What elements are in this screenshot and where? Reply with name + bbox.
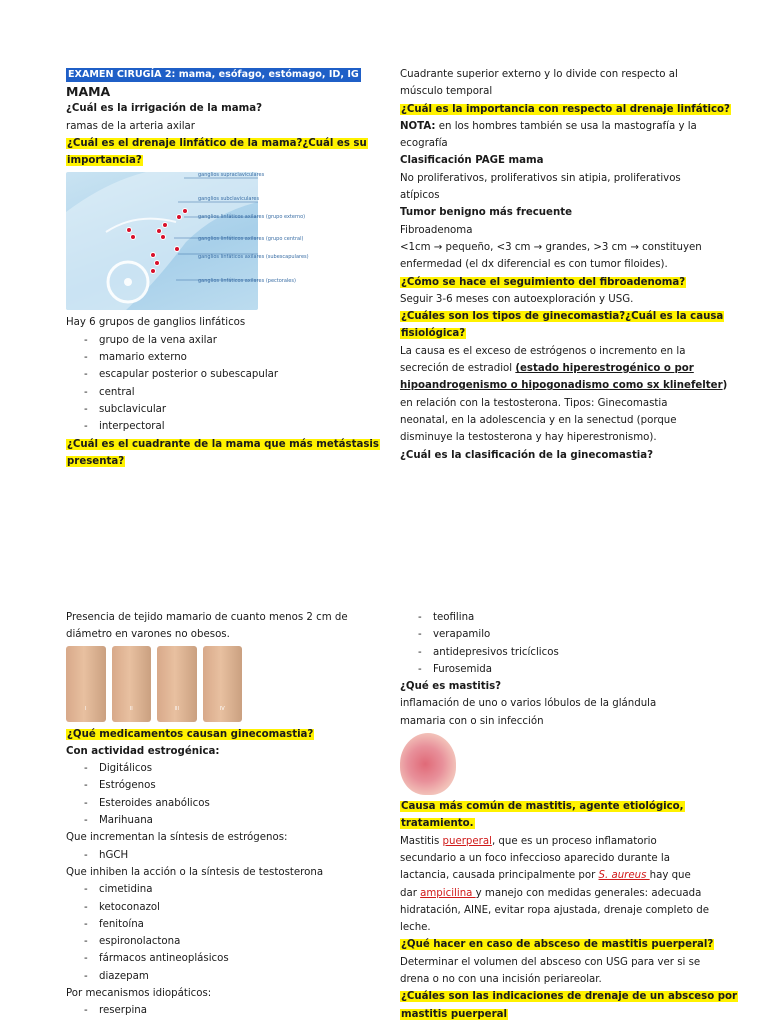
text-line: secreción de estradiol (estado hiperestrogénico o por — [400, 363, 694, 375]
list-item: - ketoconazol — [66, 899, 366, 916]
list-item: - central — [66, 384, 366, 401]
list-item: - hGCH — [66, 847, 366, 864]
question-causa: Causa más común de mastitis, agente etiológico, — [401, 801, 684, 813]
heading-estrogenica: Con actividad estrogénica: — [66, 745, 220, 757]
question-clasificacion: ¿Cuál es la clasificación de la ginecomastia? — [400, 449, 654, 461]
text-line: Cuadrante superior externo y lo divide con respecto al — [400, 69, 678, 80]
list-item: - Digitálicos — [66, 760, 366, 777]
question-irrigacion: ¿Cuál es la irrigación de la mama? — [66, 103, 263, 115]
label-pectorales: ganglios linfáticos axilares (pectorales) — [198, 278, 296, 285]
text-line: lactancia, causada principalmente por S. aureus hay que — [400, 870, 691, 882]
text-line: leche. — [400, 922, 431, 934]
label-subclavicular: ganglios subclaviculares — [198, 196, 260, 203]
question-causa-cont: tratamiento. — [401, 818, 474, 830]
text-line: Fibroadenoma — [400, 224, 473, 236]
text-line: inflamación de uno o varios lóbulos de la glándula — [400, 698, 657, 710]
grade-image: III — [157, 646, 197, 722]
question-drenaje: ¿Cuál es el drenaje linfático de la mama?¿Cuál es su — [67, 137, 367, 149]
lymph-node-figure — [66, 172, 366, 314]
text-line: neonatal, en la adolescencia y en la senectud (porque — [400, 414, 677, 426]
text-line: mamaria con o sin infección — [400, 715, 544, 727]
label-axilar-central: ganglios linfáticos axilares (grupo central) — [198, 236, 304, 243]
question-drenaje-cont: importancia? — [67, 155, 142, 167]
question-importancia: ¿Cuál es la importancia con respecto al drenaje linfático? — [401, 103, 730, 115]
answer-irrigacion: ramas de la arteria axilar — [66, 120, 195, 132]
grade-image: II — [112, 646, 152, 722]
text-line: secundario a un foco infeccioso aparecido durante la — [400, 852, 670, 864]
text-line: Seguir 3-6 meses con autoexploración y USG. — [400, 293, 634, 305]
label-subescapulares: ganglios linfáticos axilares (subescapulares) — [198, 254, 309, 261]
text-line: hidratación, AINE, evitar ropa ajustada, drenaje completo de — [400, 904, 709, 916]
bottom-left-column — [66, 609, 366, 1020]
mastitis-photo — [400, 730, 710, 798]
heading-sintesis: Que incrementan la síntesis de estrógenos: — [66, 832, 288, 844]
question-medicamentos: ¿Qué medicamentos causan ginecomastia? — [67, 728, 314, 740]
text-line: No proliferativos, proliferativos sin atipia, proliferativos — [400, 172, 681, 184]
list-item: - cimetidina — [66, 881, 366, 898]
list-item: - espironolactona — [66, 933, 366, 950]
heading-idiopaticos: Por mecanismos idiopáticos: — [66, 988, 212, 1000]
text-line: enfermedad (el dx diferencial es con tumor filoides). — [400, 259, 668, 271]
grade-image: I — [66, 646, 106, 722]
heading-inhiben: Que inhiben la acción o la síntesis de testosterona — [66, 866, 324, 878]
list-item: - Marihuana — [66, 812, 366, 829]
text-line: La causa es el exceso de estrógenos o incremento en la — [400, 345, 686, 357]
text-line: diámetro en varones no obesos. — [66, 629, 230, 641]
heading-tumor: Tumor benigno más frecuente — [400, 207, 573, 219]
section-heading: MAMA — [66, 84, 111, 100]
text-line: atípicos — [400, 190, 440, 202]
list-item: - verapamilo — [400, 626, 710, 643]
question-ginecomastia: ¿Cuáles son los tipos de ginecomastia?¿Cuál es la causa — [401, 311, 724, 323]
list-item: - Furosemida — [400, 661, 710, 678]
list-item: - fenitoína — [66, 916, 366, 933]
question-cuadrante-cont: presenta? — [67, 455, 125, 467]
text-line: dar ampicilina y manejo con medidas generales: adecuada — [400, 887, 702, 899]
grade-image: IV — [203, 646, 243, 722]
question-mastitis: ¿Qué es mastitis? — [400, 681, 502, 693]
label-axilar-externo: ganglios linfáticos axilares (grupo externo) — [198, 214, 306, 221]
question-cuadrante: ¿Cuál es el cuadrante de la mama que más metástasis — [67, 438, 379, 450]
list-item: - diazepam — [66, 968, 366, 985]
text-line: drena o no con una incisión periareolar. — [400, 974, 602, 986]
text-line: <1cm → pequeño, <3 cm → grandes, >3 cm → constituyen — [400, 241, 702, 253]
list-item: - interpectoral — [66, 418, 366, 435]
list-item: - fármacos antineoplásicos — [66, 950, 366, 967]
list-item: - Esteroides anabólicos — [66, 795, 366, 812]
list-item: - mamario externo — [66, 349, 366, 366]
bottom-right-column — [400, 609, 738, 1023]
heading-page: Clasificación PAGE mama — [400, 155, 544, 167]
question-absceso: ¿Qué hacer en caso de absceso de mastitis puerperal? — [401, 939, 714, 951]
list-item: - teofilina — [400, 609, 710, 626]
text-line: Presencia de tejido mamario de cuanto menos 2 cm de — [66, 612, 348, 623]
text-line: músculo temporal — [400, 86, 493, 98]
label-supraclavicular: ganglios supraclaviculares — [198, 172, 265, 179]
note: NOTA: en los hombres también se usa la mastografía y la — [400, 120, 697, 132]
text-line: Mastitis puerperal, que es un proceso inflamatorio — [400, 835, 657, 847]
text-line: hipoandrogenismo o hipogonadismo como sx klinefelter) — [400, 380, 728, 392]
top-left-column — [66, 66, 379, 470]
top-right-column — [400, 66, 730, 464]
list-item: - subclavicular — [66, 401, 366, 418]
list-item: - escapular posterior o subescapular — [66, 366, 366, 383]
question-indicaciones-cont: mastitis puerperal — [401, 1008, 507, 1020]
list-item: - reserpina — [66, 1002, 366, 1019]
list-item: - grupo de la vena axilar — [66, 332, 366, 349]
list-item: - Estrógenos — [66, 777, 366, 794]
exam-title: EXAMEN CIRUGÍA 2: mama, esófago, estómago, ID, IG — [68, 69, 359, 80]
text-line: ecografía — [400, 138, 448, 150]
question-ginecomastia-cont: fisiológica? — [401, 328, 466, 340]
text-line: disminuye la testosterona y hay hiperestronismo). — [400, 432, 657, 444]
groups-intro: Hay 6 grupos de ganglios linfáticos — [66, 317, 246, 329]
question-indicaciones: ¿Cuáles son las indicaciones de drenaje de un absceso por — [401, 991, 738, 1003]
text-line: en relación con la testosterona. Tipos: Ginecomastia — [400, 397, 668, 409]
gynecomastia-grades-photo — [66, 646, 242, 722]
question-seguimiento: ¿Cómo se hace el seguimiento del fibroadenoma? — [401, 276, 686, 288]
list-item: - antidepresivos tricíclicos — [400, 644, 710, 661]
text-line: Determinar el volumen del absceso con USG para ver si se — [400, 956, 701, 968]
